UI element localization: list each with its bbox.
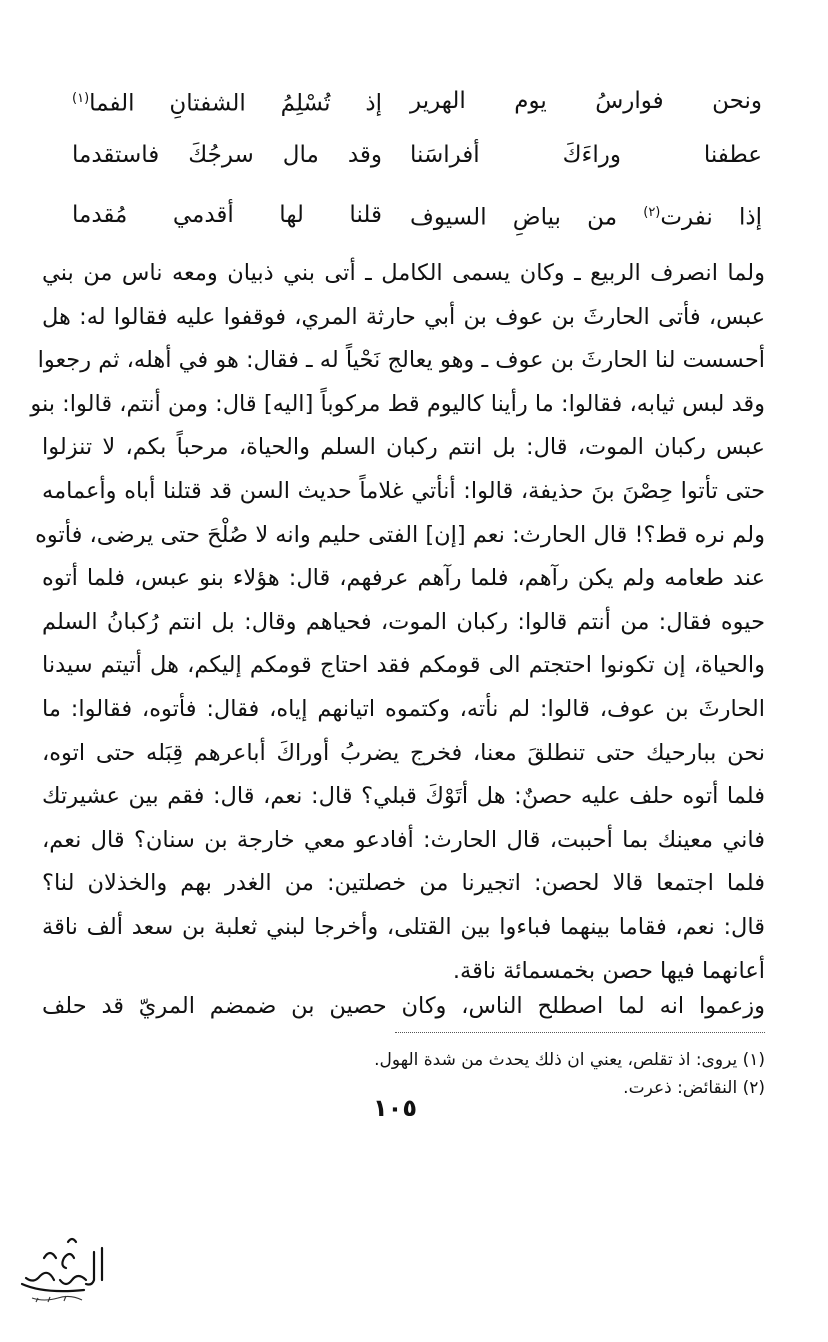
verse-first-hemistich: ونحن فوارسُ يوم الهرير: [410, 88, 762, 114]
text-line: قال: نعم، فقاما بينهما فباءوا بين القتلى، وأخرجا لبني ثعلبة بن سعد ألف ناقة: [42, 913, 765, 940]
paragraph-continued: [42, 984, 765, 1028]
text-line: أعانهما فيها حصن بخمسمائة ناقة.: [452, 957, 765, 984]
verse-second-hemistich: وقد مال سرجُكَ فاستقدما: [72, 142, 382, 168]
text-line: عبس ركبان الموت، قال: بل انتم ركبان السلم والحياة، مرحباً بكم، لا تنزلوا: [42, 434, 765, 461]
footnote: (١) يروى: اذ تقلص، يعني ان ذلك يحدث من شدة الهول.: [374, 1050, 765, 1070]
text-line: وقد لبس ثيابه، فقالوا: ما رأينا كاليوم قط مركوباً [اليه] قال: ومن أنتم، قالوا: بنو: [30, 390, 765, 417]
footnote-mark: (١): [72, 90, 90, 106]
hemistich-text: إذا نفرت: [660, 204, 762, 231]
text-line: حتى تأتوا حِصْنَ بنَ حذيفة، قالوا: أنأتي غلاماً حديث السن قد قتلنا أباه وأعمامه: [42, 477, 765, 504]
text-line: نحن ببارحيك حتى تنطلقَ معنا، فخرج يضربُ أوراكَ أباعرهم قِبَله حتى اتوه،: [42, 739, 765, 766]
footnote: (٢) النقائض: ذعرت.: [623, 1078, 765, 1098]
footnote-mark: (٢): [643, 204, 661, 220]
text-line: عبس، فأتى الحارثَ بن عوف بن أبي حارثة المري، فوقفوا عليه فقالوا له: هل: [42, 303, 765, 330]
poem-verse: [72, 128, 762, 182]
verse-second-hemistich: [72, 72, 382, 131]
verse-first-hemistich: [410, 186, 762, 245]
poem-block: [72, 74, 762, 242]
library-stamp-logo: [14, 1228, 110, 1308]
footnote-separator: [395, 1032, 765, 1033]
poem-verse: [72, 74, 762, 128]
text-line: فلما أتوه حلف عليه حصنٌ: هل أتَوْكَ قبلي؟ قال: نعم، قال: فقم بين عشيرتك: [42, 783, 765, 810]
paragraph-main: [30, 252, 765, 993]
text-line: وزعموا انه لما اصطلح الناس، وكان حصين بن ضمضم المريّ قد حلف: [42, 993, 765, 1019]
text-line: ولما انصرف الربيع ـ وكان يسمى الكامل ـ أتى بني ذبيان ومعه ناس من بني: [42, 260, 765, 286]
text-line: فلما اجتمعا قالا لحصن: اتجيرنا من خصلتين: من الغدر بهم والخذلان لنا؟: [42, 870, 765, 897]
text-line: الحارثَ بن عوف، قالوا: لم نأته، وكتموه اتيانهم إياه، فقال: فأتوه، فقالوا: ما: [42, 695, 765, 722]
hemistich-text: إذ تُسْلِمُ الشفتانِ الفما: [89, 90, 382, 117]
text-line: والحياة، إن تكونوا احتجتم الى قومكم فقد احتاج قومكم إليكم، هل أتيتم سيدنا: [42, 652, 765, 679]
text-line: حيوه فقال: من أنتم قالوا: ركبان الموت، فحياهم وقال: بل انتم رُكبانُ السلم: [42, 608, 765, 635]
text-line: فاني معينك بما أحببت، قال الحارث: أفادعو معي خارجة بن سنان؟ قال نعم،: [42, 826, 765, 853]
poem-verse: [72, 188, 762, 242]
text-line: ولم نره قط؟! قال الحارث: نعم [إن] الفتى حليم وانه لا صُلْحَ حتى يرضى، فأتوه: [35, 521, 765, 548]
verse-second-hemistich: قلنا لها أقدمي مُقدما: [72, 202, 382, 228]
text-line: أحسست لنا الحارثَ بن عوف ـ وهو يعالج نَحْياً له ـ فقال: هو في أهله، ثم رجعوا: [37, 347, 765, 374]
hemistich-text: من بياضِ السيوف: [410, 204, 644, 231]
page-number: ١٠٥: [373, 1094, 417, 1122]
verse-first-hemistich: عطفنا وراءَكَ أفراسَنا: [410, 142, 762, 168]
text-line: عند طعامه ولم يكن رآهم، فلما رآهم عرفهم، قال: هؤلاء بنو عبس، فلما أتوه: [42, 565, 765, 592]
